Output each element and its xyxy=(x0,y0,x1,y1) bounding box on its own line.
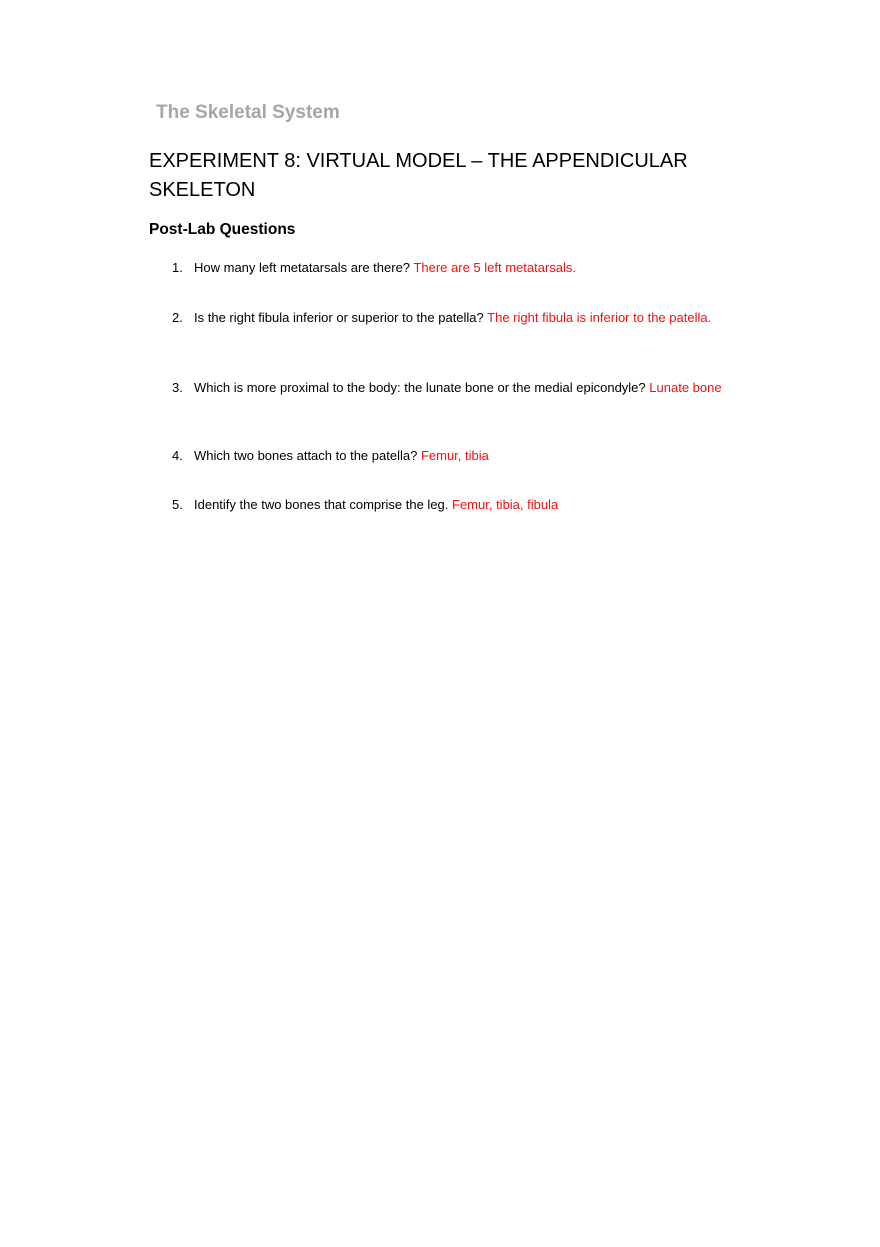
question-item-2 xyxy=(172,308,732,328)
document-header: The Skeletal System xyxy=(156,102,340,123)
question-number: 3. xyxy=(172,380,183,395)
question-number: 4. xyxy=(172,448,183,463)
question-number: 5. xyxy=(172,497,183,512)
answer-text: Femur, tibia xyxy=(420,448,489,463)
question-text: Which is more proximal to the body: the lunate bone or the medial epicondyle? xyxy=(194,380,646,395)
answer-text: The right fibula is inferior to the patella. xyxy=(487,310,712,325)
question-number: 2. xyxy=(172,310,183,325)
question-item-4 xyxy=(172,446,732,466)
question-item-5 xyxy=(172,495,732,515)
answer-text: Femur, tibia, fibula xyxy=(452,497,559,512)
question-body xyxy=(194,308,732,328)
question-body xyxy=(194,258,732,278)
answer-text: There are 5 left metatarsals. xyxy=(413,260,577,275)
answer-text: Lunate bone xyxy=(649,380,722,395)
question-number: 1. xyxy=(172,260,183,275)
question-text: Identify the two bones that comprise the leg. xyxy=(194,497,449,512)
question-text: Which two bones attach to the patella? xyxy=(194,448,418,463)
question-item-3 xyxy=(172,378,732,398)
question-item-1 xyxy=(172,258,732,278)
question-body xyxy=(194,495,732,515)
experiment-title: EXPERIMENT 8: VIRTUAL MODEL – THE APPENDICULAR SKELETON xyxy=(149,150,688,201)
question-text: How many left metatarsals are there? xyxy=(194,260,411,275)
question-body xyxy=(194,446,732,466)
question-body xyxy=(194,378,732,398)
section-heading: Post-Lab Questions xyxy=(149,221,296,238)
question-text: Is the right fibula inferior or superior to the patella? xyxy=(194,310,484,325)
